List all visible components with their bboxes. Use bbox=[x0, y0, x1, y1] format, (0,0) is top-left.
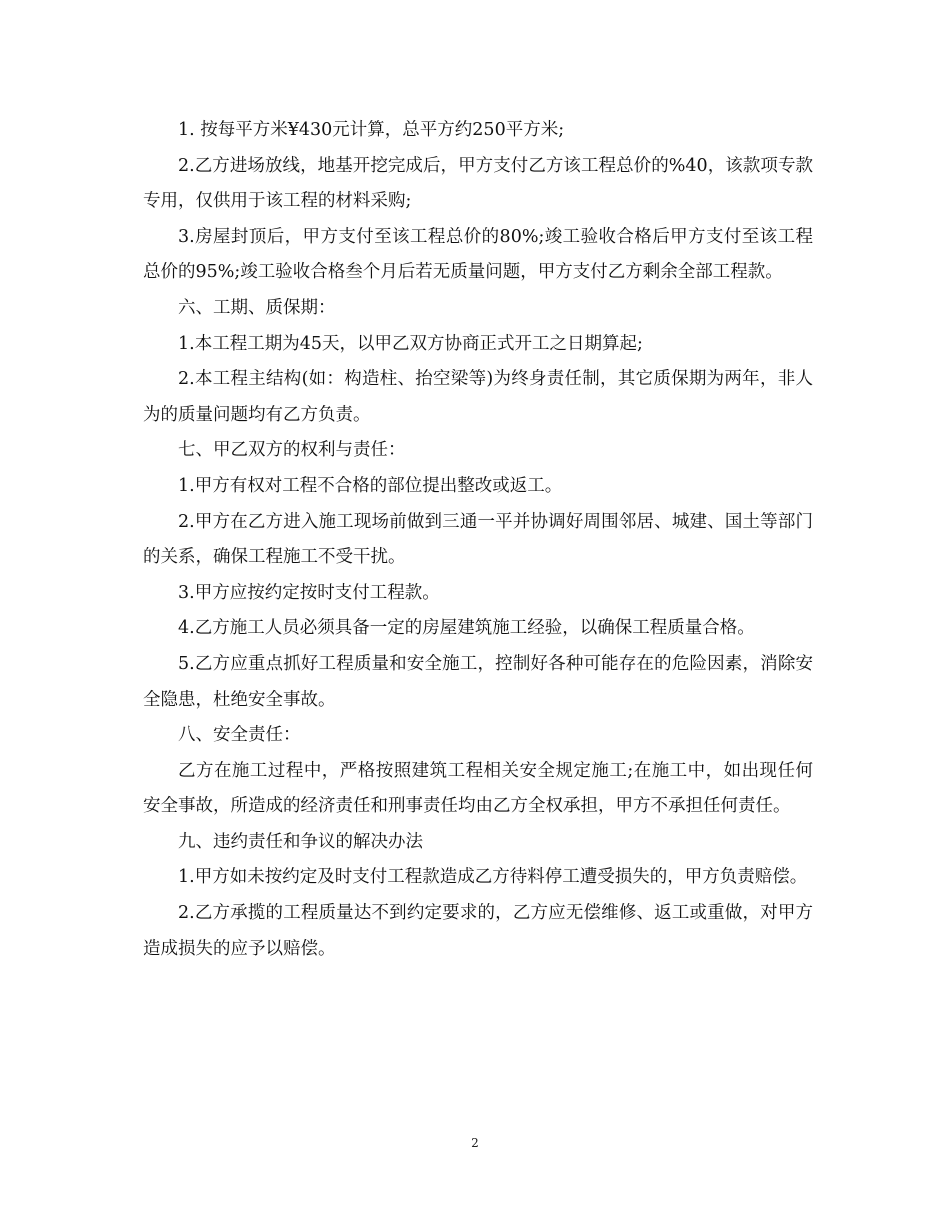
paragraph-breach-1: 1.甲方如未按约定及时支付工程款造成乙方待料停工遭受损失的，甲方负责赔偿。 bbox=[178, 867, 808, 888]
paragraph-warranty: 2.本工程主结构(如：构造柱、抬空梁等)为终身责任制，其它质保期为两年，非人为的质量问题均有乙方负责。 bbox=[143, 369, 813, 425]
document-body bbox=[143, 113, 813, 967]
paragraph-right-2: 2.甲方在乙方进入施工现场前做到三通一平并协调好周围邻居、城建、国土等部门的关系，确保工程施工不受干扰。 bbox=[143, 511, 813, 568]
section-heading-rights-duties: 七、甲乙双方的权利与责任： bbox=[178, 440, 406, 461]
paragraph-right-3: 3.甲方应按约定按时支付工程款。 bbox=[178, 582, 440, 603]
page-number: 2 bbox=[471, 1136, 479, 1150]
paragraph-right-1: 1.甲方有权对工程不合格的部位提出整改或返工。 bbox=[178, 475, 563, 496]
paragraph-safety: 乙方在施工过程中，严格按照建筑工程相关安全规定施工;在施工中，如出现任何安全事故，所造成的经济责任和刑事责任均由乙方全权承担，甲方不承担任何责任。 bbox=[143, 760, 813, 817]
paragraph-right-4: 4.乙方施工人员必须具备一定的房屋建筑施工经验，以确保工程质量合格。 bbox=[178, 618, 755, 639]
paragraph-schedule: 1.本工程工期为45天，以甲乙双方协商正式开工之日期算起; bbox=[178, 333, 643, 354]
section-heading-breach-disputes: 九、违约责任和争议的解决办法 bbox=[178, 831, 423, 852]
section-heading-schedule-warranty: 六、工期、质保期： bbox=[178, 297, 336, 318]
paragraph-payment-rate: 1. 按每平方米¥430元计算，总平方约250平方米; bbox=[178, 120, 565, 140]
paragraph-right-5: 5.乙方应重点抓好工程质量和安全施工，控制好各种可能存在的危险因素，消除安全隐患，杜绝安全事故。 bbox=[143, 653, 813, 710]
paragraph-payment-stage-2: 3.房屋封顶后，甲方支付至该工程总价的80%;竣工验收合格后甲方支付至该工程总价的95%;竣工验收合格叁个月后若无质量问题，甲方支付乙方剩余全部工程款。 bbox=[143, 226, 813, 283]
paragraph-payment-stage-1: 2.乙方进场放线，地基开挖完成后，甲方支付乙方该工程总价的%40，该款项专款专用，仅供用于该工程的材料采购; bbox=[143, 155, 813, 212]
paragraph-breach-2: 2.乙方承揽的工程质量达不到约定要求的，乙方应无偿维修、返工或重做，对甲方造成损失的应予以赔偿。 bbox=[143, 903, 813, 959]
section-heading-safety: 八、安全责任： bbox=[178, 725, 301, 746]
